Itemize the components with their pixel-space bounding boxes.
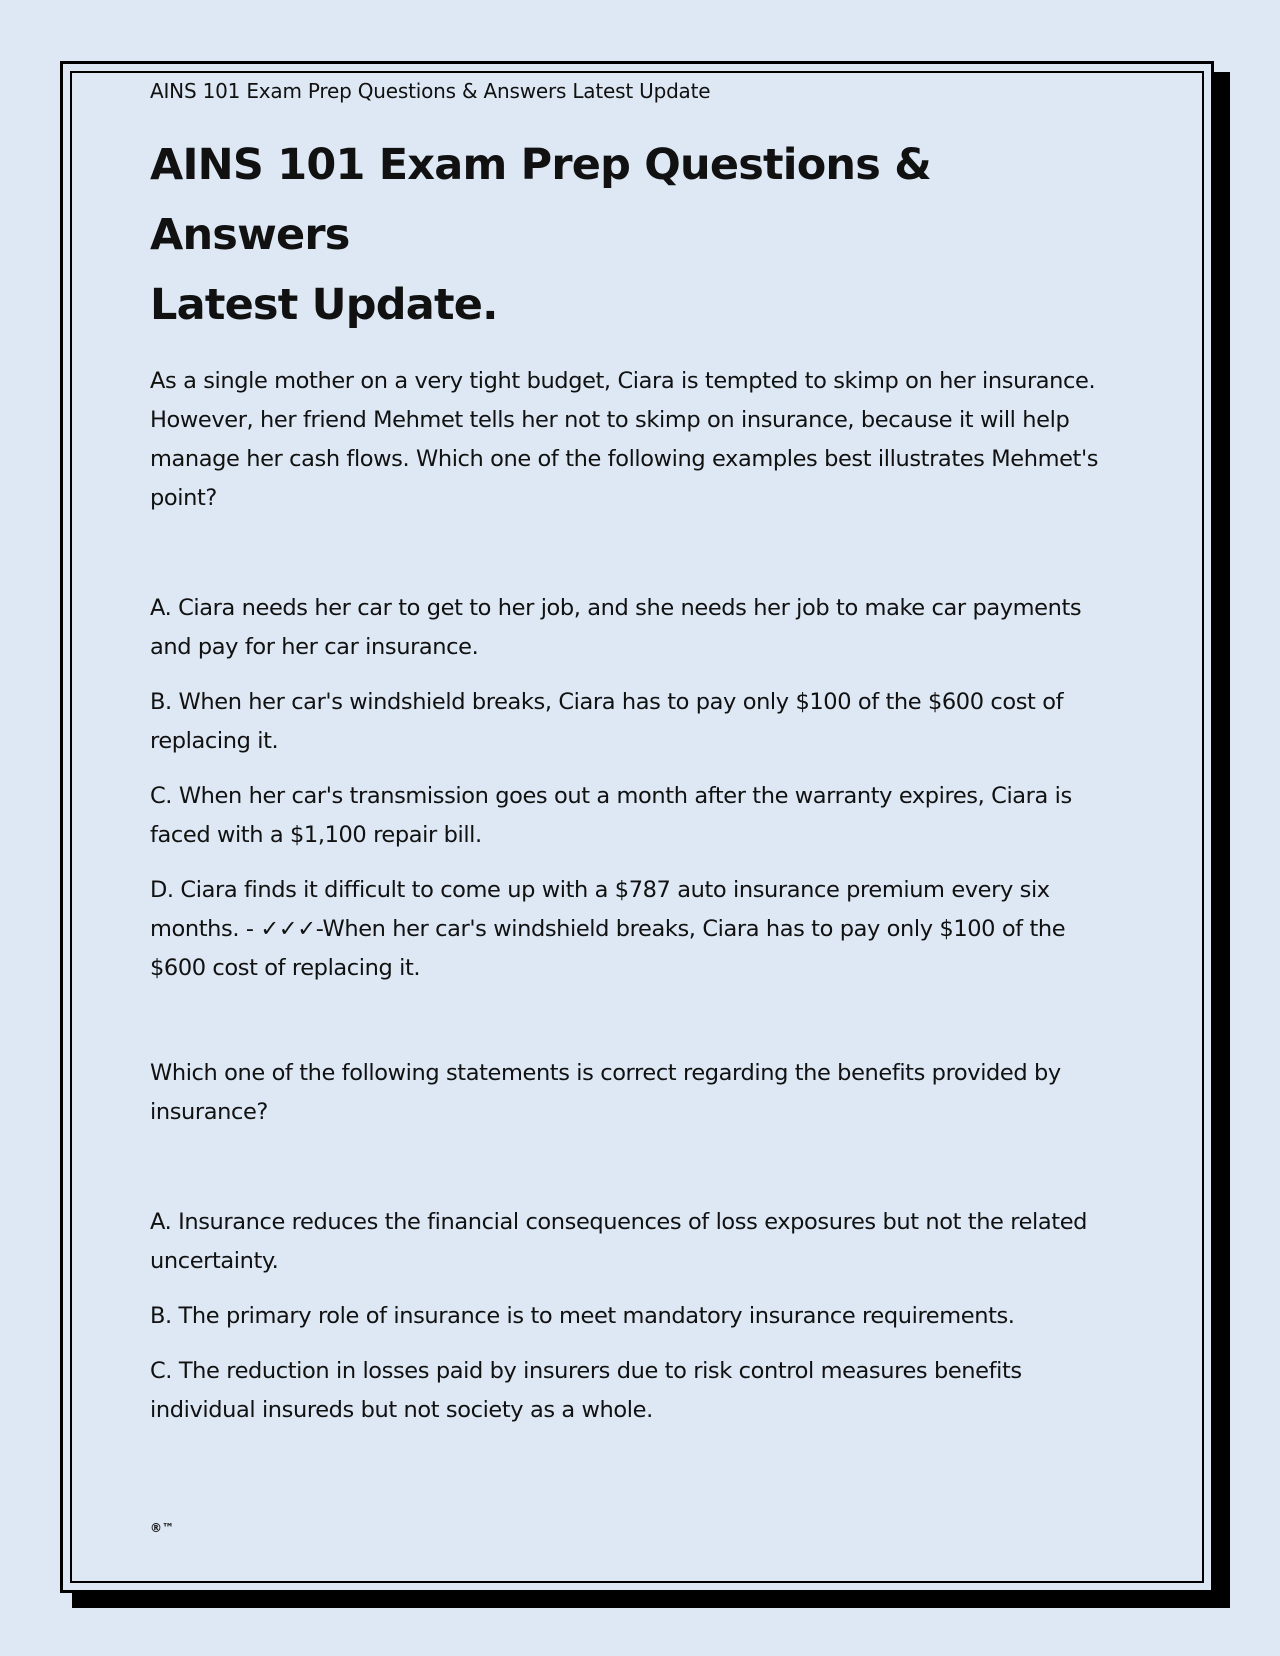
page-content bbox=[150, 76, 1120, 1446]
answer-check-marks: ✓✓✓ bbox=[260, 916, 316, 942]
question-1-option-d bbox=[150, 871, 1120, 988]
footer-trademark: ®™ bbox=[150, 1521, 174, 1535]
question-1-option-a: A. Ciara needs her car to get to her job, and she needs her job to make car payments and pay for her car insurance. bbox=[150, 595, 1082, 660]
question-1-answer: -When her car's windshield breaks, Ciara has to pay only $100 of the $600 cost of replacing it. bbox=[150, 916, 1066, 981]
question-1-option-c: C. When her car's transmission goes out a month after the warranty expires, Ciara is faced with a $1,100 repair bill. bbox=[150, 783, 1072, 848]
document-title-line-2: Latest Update. bbox=[150, 280, 498, 330]
question-2-option-c: C. The reduction in losses paid by insurers due to risk control measures benefits individual insureds but not society as a whole. bbox=[150, 1358, 1022, 1423]
question-1-option-d-text: D. Ciara finds it difficult to come up with a $787 auto insurance premium every six months. - bbox=[150, 877, 1050, 942]
question-2-option-b: B. The primary role of insurance is to meet mandatory insurance requirements. bbox=[150, 1303, 1015, 1329]
question-2-option-a: A. Insurance reduces the financial consequences of loss exposures but not the related uncertainty. bbox=[150, 1209, 1088, 1274]
question-1-option-b: B. When her car's windshield breaks, Ciara has to pay only $100 of the $600 cost of replacing it. bbox=[150, 689, 1064, 754]
running-header: AINS 101 Exam Prep Questions & Answers Latest Update bbox=[150, 79, 711, 103]
question-1-stem: As a single mother on a very tight budget, Ciara is tempted to skimp on her insurance. However, her friend Mehmet tells her not to skimp on insurance, because it will help manage her cash flows. Which one of the following examples best illustrates Mehmet's point? bbox=[150, 368, 1099, 511]
question-2-stem: Which one of the following statements is correct regarding the benefits provided by insurance? bbox=[150, 1060, 1061, 1125]
document-title-line-1: AINS 101 Exam Prep Questions & Answers bbox=[150, 140, 931, 260]
document-title bbox=[150, 106, 1120, 340]
